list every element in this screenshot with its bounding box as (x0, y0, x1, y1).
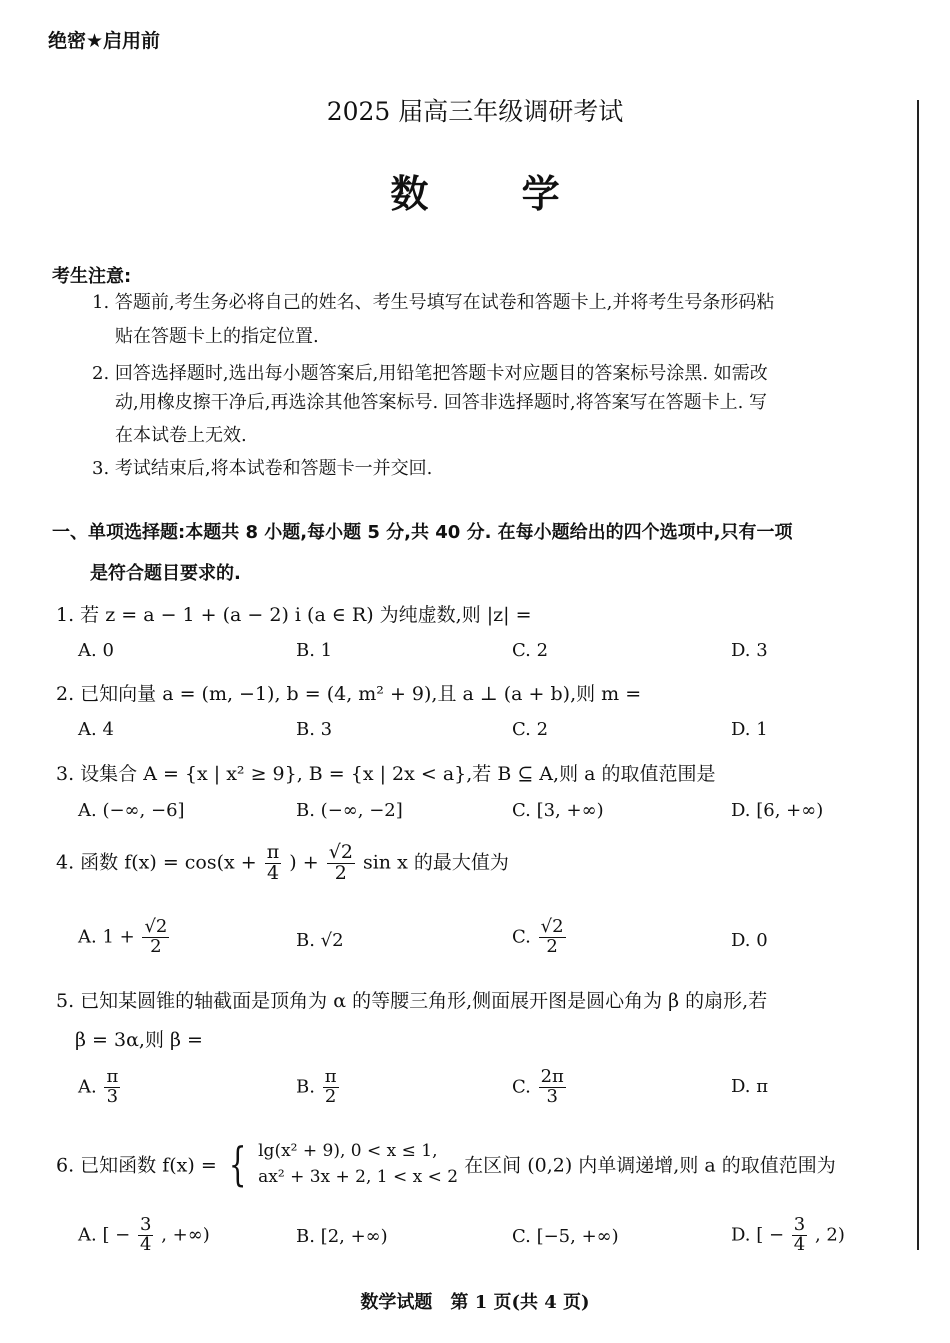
question-1-option-a: A. 0 (78, 640, 114, 661)
question-4-stem-mid: ) + (289, 851, 319, 874)
question-6-option-c: C. [−5, +∞) (512, 1226, 619, 1247)
question-6-option-a (78, 1216, 210, 1255)
option-prefix: D. [ − (731, 1224, 785, 1246)
notice-item-2-cont: 动,用橡皮擦干净后,再选涂其他答案标号. 回答非选择题时,将答案写在答题卡上. 写 (115, 392, 768, 413)
denominator: 4 (140, 1233, 152, 1255)
question-5-option-c (512, 1068, 568, 1107)
fraction (539, 918, 566, 957)
numerator: 3 (140, 1214, 152, 1235)
option-prefix: A. 1 + (78, 926, 135, 948)
question-6-stem-post: 在区间 (0,2) 内单调递增,则 a 的取值范围为 (464, 1154, 836, 1177)
question-1-option-b: B. 1 (296, 640, 333, 661)
question-3-option-c: C. [3, +∞) (512, 800, 604, 821)
confidential-label: 绝密★启用前 (48, 30, 161, 52)
question-4-stem (56, 843, 509, 884)
question-4-option-c (512, 918, 568, 957)
question-1-option-c: C. 2 (512, 640, 549, 661)
question-6-stem (56, 1138, 836, 1190)
numerator: 3 (793, 1214, 806, 1235)
fraction (142, 918, 169, 957)
option-suffix: , +∞) (161, 1224, 210, 1246)
question-4-option-b: B. √2 (296, 930, 344, 951)
denominator: 2 (150, 935, 162, 957)
question-3-stem: 3. 设集合 A = {x | x² ≥ 9}, B = {x | 2x < a},若 B ⊆ A,则 a 的取值范围是 (56, 763, 716, 785)
option-prefix: A. [ − (78, 1224, 131, 1246)
fraction (792, 1216, 807, 1255)
question-1-option-d: D. 3 (731, 640, 768, 661)
option-prefix: C. (512, 926, 531, 948)
option-suffix: , 2) (814, 1224, 845, 1246)
question-4-stem-post: sin x 的最大值为 (362, 851, 509, 874)
question-2-stem: 2. 已知向量 a = (m, −1), b = (4, m² + 9),且 a ⊥ (a + b),则 m = (56, 683, 642, 705)
section-heading: 一、单项选择题:本题共 8 小题,每小题 5 分,共 40 分. 在每小题给出的四个选项中,只有一项 (52, 522, 793, 543)
question-3-option-b: B. (−∞, −2] (296, 800, 403, 821)
numerator: √2 (540, 916, 564, 937)
option-prefix: C. (512, 1076, 531, 1098)
exam-title: 2025 届高三年级调研考试 (326, 97, 624, 126)
notice-item-3: 3. 考试结束后,将本试卷和答题卡一并交回. (92, 458, 433, 479)
question-6-option-d (731, 1216, 845, 1255)
denominator: 2 (546, 935, 558, 957)
fraction (327, 843, 355, 884)
question-3-option-d: D. [6, +∞) (731, 800, 824, 821)
question-6-stem-pre: 6. 已知函数 f(x) = (56, 1154, 217, 1177)
case-2: ax² + 3x + 2, 1 < x < 2 (258, 1167, 459, 1187)
question-3-option-a: A. (−∞, −6] (78, 800, 185, 821)
notice-title: 考生注意: (52, 266, 132, 287)
numerator: √2 (328, 841, 353, 863)
question-4-option-a (78, 918, 171, 957)
notice-item-2-cont2: 在本试卷上无效. (115, 425, 247, 446)
fraction (265, 843, 282, 884)
question-4-stem-pre: 4. 函数 f(x) = cos(x + (56, 851, 257, 874)
question-4-option-d: D. 0 (731, 930, 768, 951)
section-heading-cont: 是符合题目要求的. (90, 563, 241, 584)
question-5-stem-cont: β = 3α,则 β = (75, 1029, 203, 1051)
option-prefix: A. (78, 1076, 97, 1098)
question-5-option-a (78, 1068, 122, 1107)
question-2-option-b: B. 3 (296, 719, 333, 740)
notice-item-1: 1. 答题前,考生务必将自己的姓名、考生号填写在试卷和答题卡上,并将考生号条形码粘 (92, 292, 775, 313)
numerator: π (324, 1066, 337, 1087)
denominator: 2 (334, 861, 347, 884)
numerator: π (266, 841, 280, 863)
denominator: 3 (546, 1085, 558, 1107)
page-footer: 数学试题 第 1 页(共 4 页) (360, 1292, 590, 1313)
denominator: 4 (266, 861, 280, 884)
question-2-option-a: A. 4 (78, 719, 114, 740)
denominator: 4 (793, 1233, 806, 1255)
fraction (138, 1216, 153, 1255)
fraction (323, 1068, 339, 1107)
brace-icon: { (228, 1137, 247, 1191)
question-5-option-b (296, 1068, 341, 1107)
notice-item-2: 2. 回答选择题时,选出每小题答案后,用铅笔把答题卡对应题目的答案标号涂黑. 如需改 (92, 363, 768, 384)
question-5-option-d: D. π (731, 1076, 769, 1097)
question-5-stem: 5. 已知某圆锥的轴截面是顶角为 α 的等腰三角形,侧面展开图是圆心角为 β 的扇形,若 (56, 990, 768, 1012)
notice-item-1-cont: 贴在答题卡上的指定位置. (115, 326, 319, 347)
question-1-stem: 1. 若 z = a − 1 + (a − 2) i (a ∈ R) 为纯虚数,则 |z| = (56, 604, 532, 626)
piecewise-cases (258, 1138, 458, 1190)
numerator: π (106, 1066, 119, 1087)
denominator: 3 (106, 1085, 119, 1107)
question-2-option-c: C. 2 (512, 719, 549, 740)
denominator: 2 (324, 1085, 337, 1107)
fraction (104, 1068, 120, 1107)
question-6-option-b: B. [2, +∞) (296, 1226, 388, 1247)
option-prefix: B. (296, 1076, 315, 1098)
numerator: 2π (540, 1066, 564, 1087)
question-2-option-d: D. 1 (731, 719, 768, 740)
subject-title: 数 学 (390, 172, 600, 216)
case-1: lg(x² + 9), 0 < x ≤ 1, (258, 1141, 438, 1161)
fraction (539, 1068, 566, 1107)
numerator: √2 (144, 916, 168, 937)
margin-line (917, 100, 919, 1250)
